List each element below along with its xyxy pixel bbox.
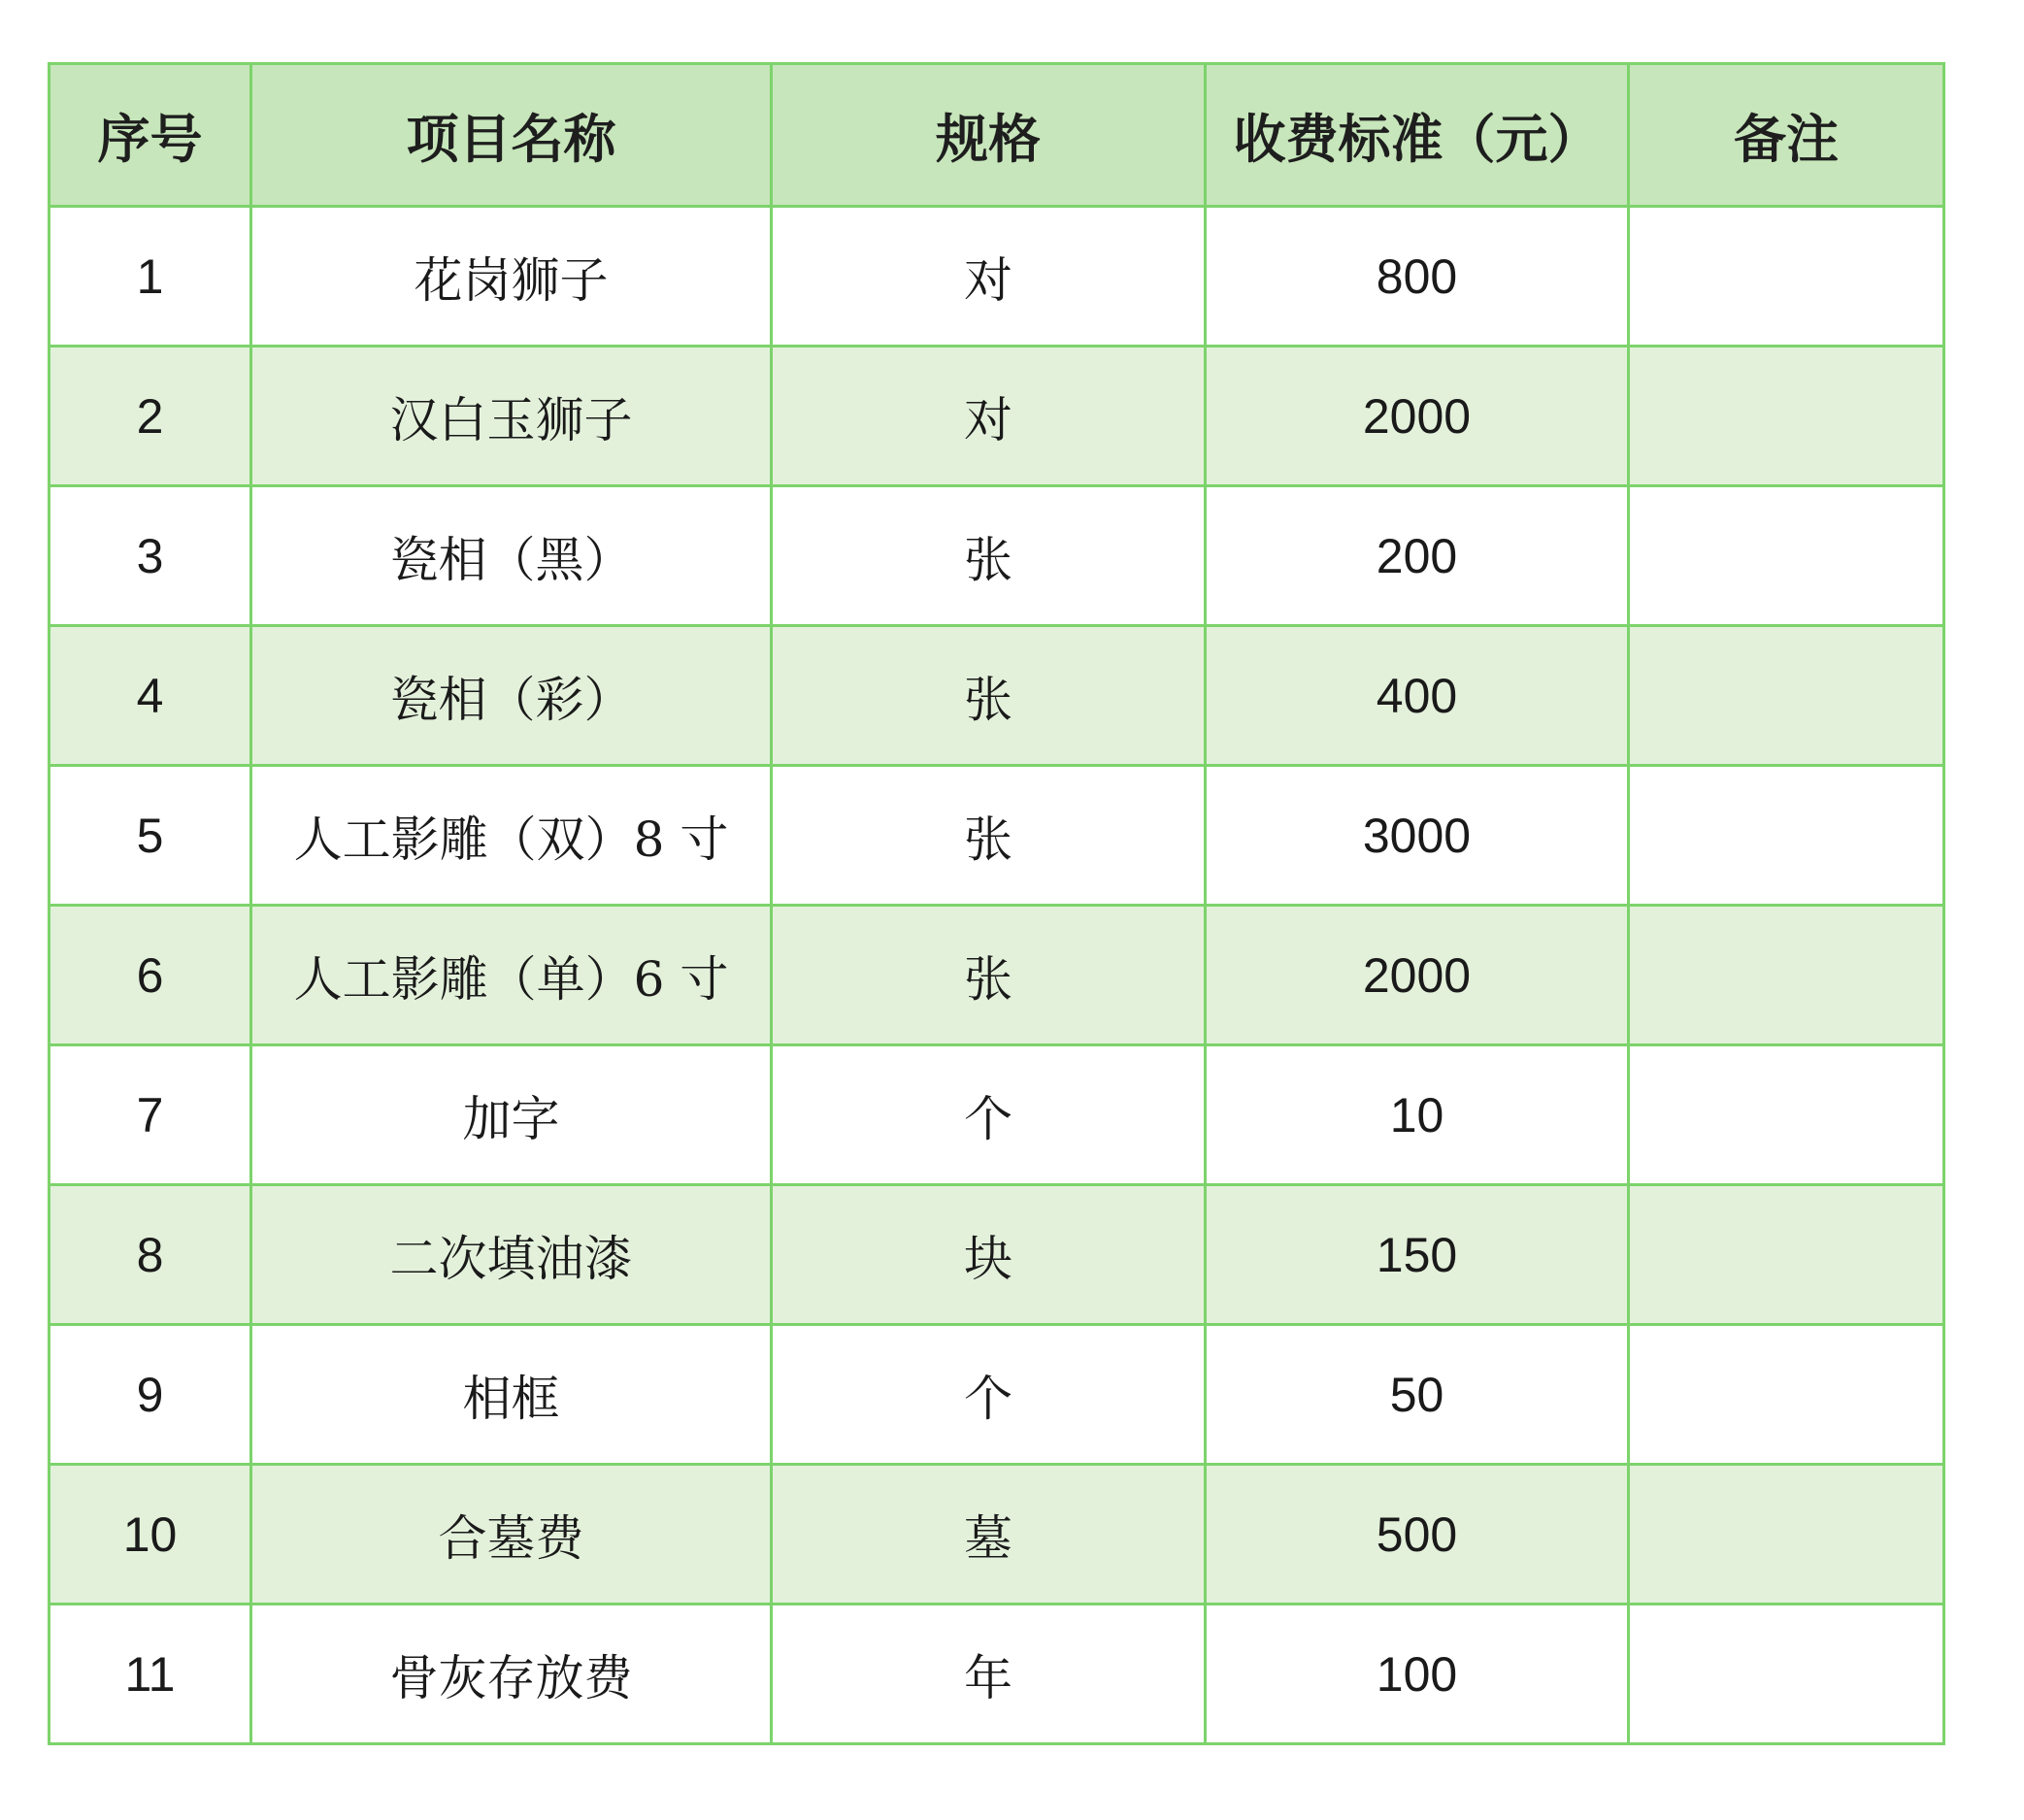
cell-spec: 年: [772, 1605, 1206, 1744]
cell-note: [1629, 1045, 1944, 1185]
cell-index: 6: [50, 906, 251, 1045]
cell-price: 2000: [1206, 906, 1629, 1045]
table-row: [50, 1185, 1944, 1325]
cell-spec: 个: [772, 1045, 1206, 1185]
cell-item-name: 人工影雕（双）8 寸: [251, 766, 772, 906]
table-row: [50, 1605, 1944, 1744]
cell-spec: 对: [772, 207, 1206, 347]
cell-spec: 块: [772, 1185, 1206, 1325]
cell-price: 800: [1206, 207, 1629, 347]
cell-note: [1629, 906, 1944, 1045]
cell-price: 500: [1206, 1465, 1629, 1605]
cell-price: 3000: [1206, 766, 1629, 906]
cell-item-name: 汉白玉狮子: [251, 347, 772, 486]
cell-index: 8: [50, 1185, 251, 1325]
fee-table: [48, 62, 1945, 1745]
table-body: [50, 207, 1944, 1744]
cell-item-name: 人工影雕（单）6 寸: [251, 906, 772, 1045]
cell-item-name: 二次填油漆: [251, 1185, 772, 1325]
table-row: [50, 347, 1944, 486]
cell-spec: 墓: [772, 1465, 1206, 1605]
cell-index: 3: [50, 486, 251, 626]
cell-note: [1629, 207, 1944, 347]
cell-price: 10: [1206, 1045, 1629, 1185]
table-row: [50, 486, 1944, 626]
cell-note: [1629, 486, 1944, 626]
cell-price: 400: [1206, 626, 1629, 766]
header-price: 收费标准（元）: [1206, 64, 1629, 207]
table-row: [50, 626, 1944, 766]
cell-index: 9: [50, 1325, 251, 1465]
table-row: [50, 1325, 1944, 1465]
cell-spec: 张: [772, 766, 1206, 906]
cell-note: [1629, 347, 1944, 486]
cell-spec: 张: [772, 626, 1206, 766]
cell-item-name: 花岗狮子: [251, 207, 772, 347]
cell-item-name: 骨灰存放费: [251, 1605, 772, 1744]
cell-spec: 张: [772, 906, 1206, 1045]
cell-note: [1629, 626, 1944, 766]
cell-spec: 张: [772, 486, 1206, 626]
header-note: 备注: [1629, 64, 1944, 207]
table-row: [50, 1465, 1944, 1605]
header-index: 序号: [50, 64, 251, 207]
table-row: [50, 766, 1944, 906]
cell-spec: 对: [772, 347, 1206, 486]
cell-price: 100: [1206, 1605, 1629, 1744]
cell-note: [1629, 766, 1944, 906]
cell-index: 7: [50, 1045, 251, 1185]
header-item-name: 项目名称: [251, 64, 772, 207]
cell-index: 4: [50, 626, 251, 766]
cell-note: [1629, 1185, 1944, 1325]
cell-item-name: 瓷相（彩）: [251, 626, 772, 766]
cell-note: [1629, 1605, 1944, 1744]
cell-item-name: 瓷相（黑）: [251, 486, 772, 626]
cell-index: 5: [50, 766, 251, 906]
header-spec: 规格: [772, 64, 1206, 207]
cell-spec: 个: [772, 1325, 1206, 1465]
header-row: [50, 64, 1944, 207]
cell-index: 2: [50, 347, 251, 486]
cell-price: 50: [1206, 1325, 1629, 1465]
cell-index: 10: [50, 1465, 251, 1605]
cell-note: [1629, 1465, 1944, 1605]
table-header: [50, 64, 1944, 207]
cell-price: 150: [1206, 1185, 1629, 1325]
cell-price: 200: [1206, 486, 1629, 626]
cell-index: 1: [50, 207, 251, 347]
table-row: [50, 1045, 1944, 1185]
cell-item-name: 相框: [251, 1325, 772, 1465]
cell-price: 2000: [1206, 347, 1629, 486]
cell-item-name: 加字: [251, 1045, 772, 1185]
table-row: [50, 906, 1944, 1045]
cell-note: [1629, 1325, 1944, 1465]
cell-item-name: 合墓费: [251, 1465, 772, 1605]
cell-index: 11: [50, 1605, 251, 1744]
table-row: [50, 207, 1944, 347]
